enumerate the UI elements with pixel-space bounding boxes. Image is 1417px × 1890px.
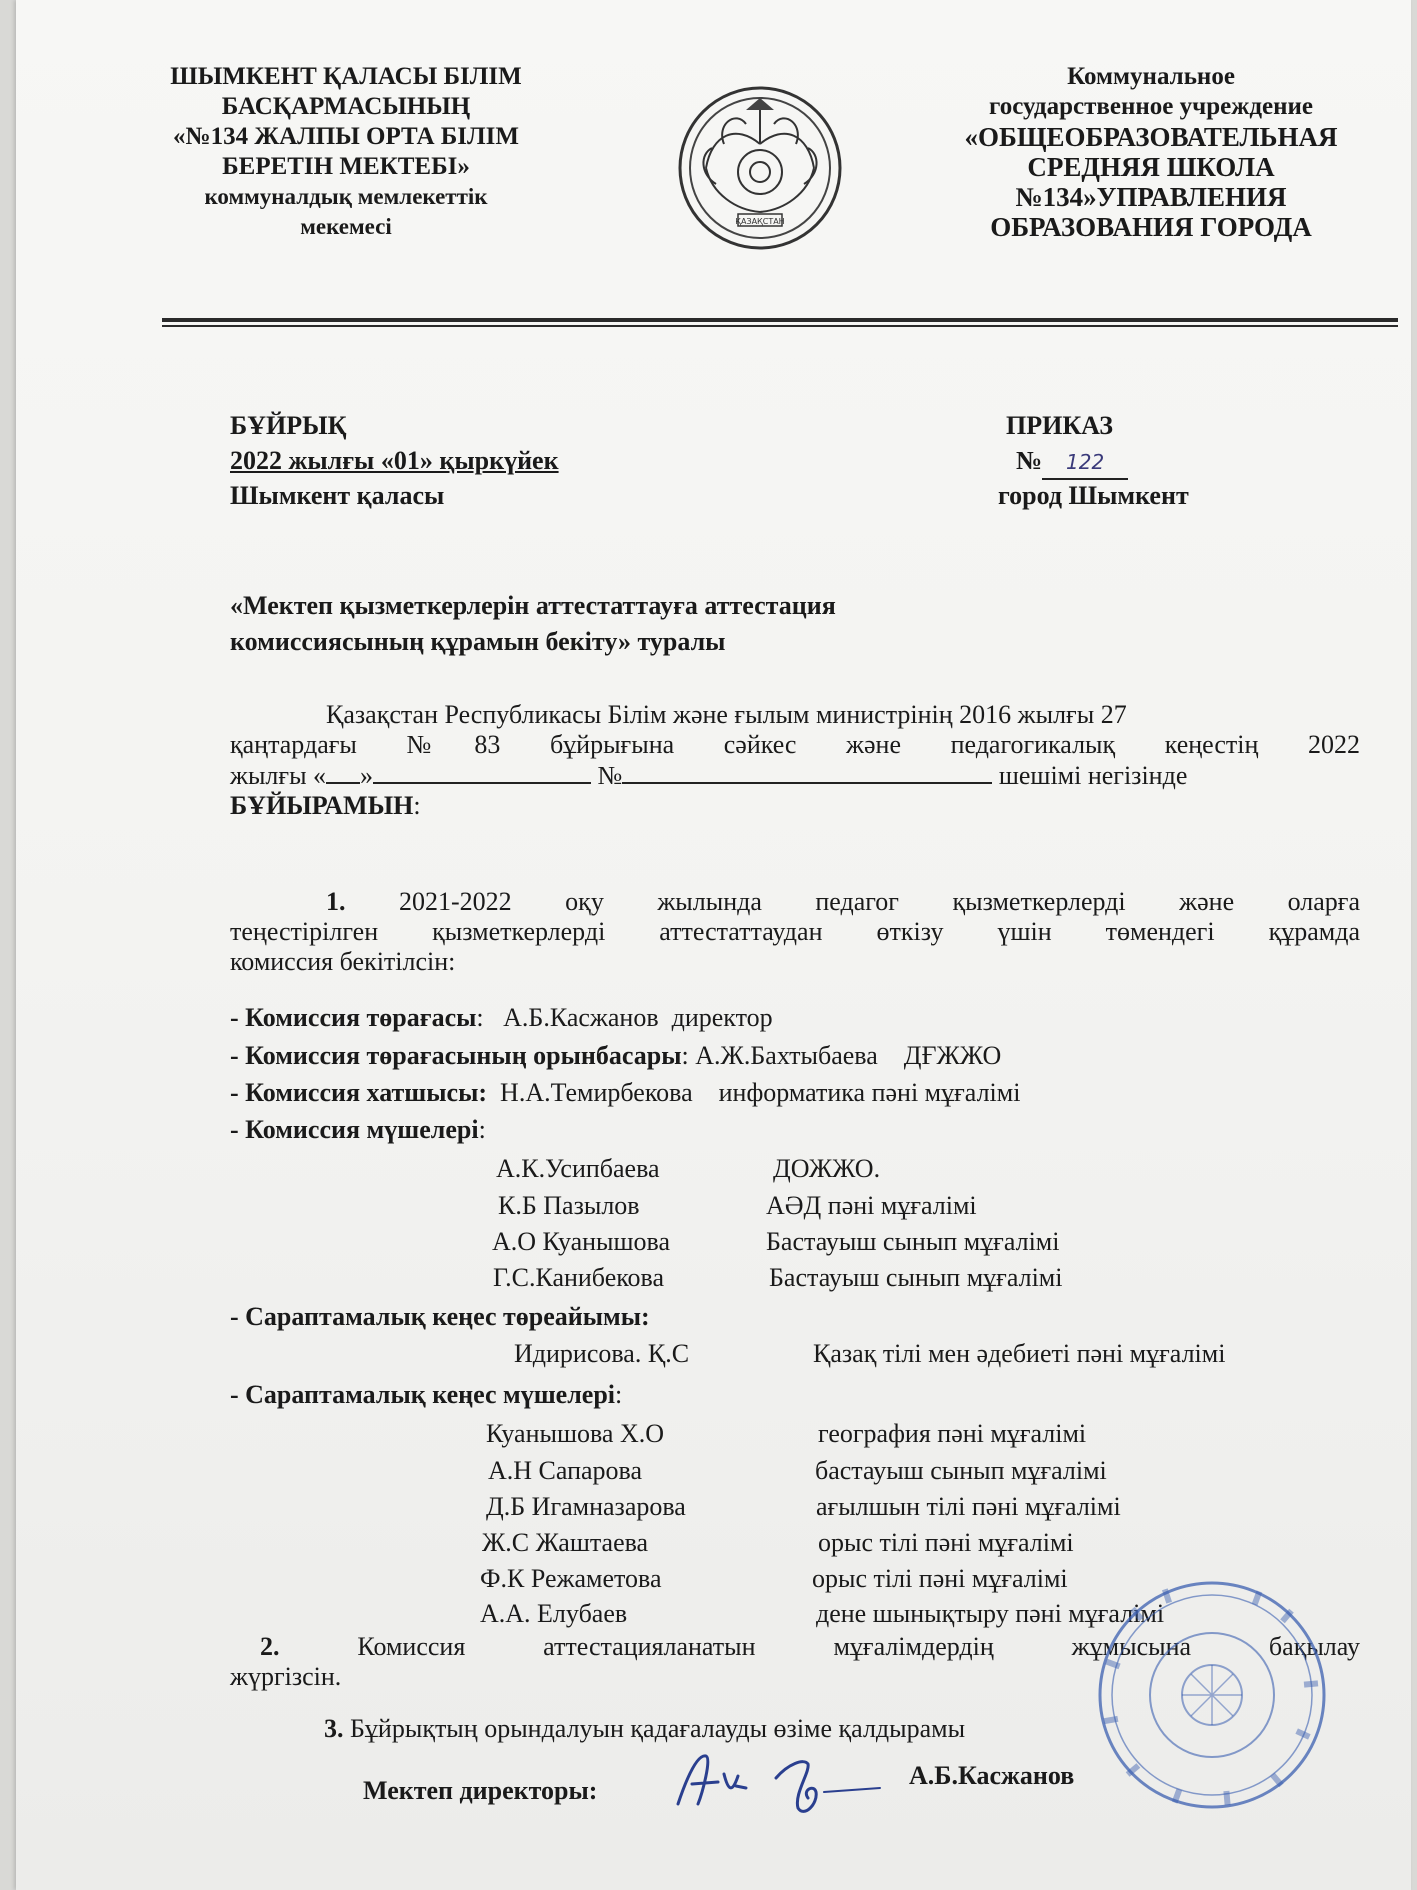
order-subject-line: «Мектеп қызметкерлерін аттестаттауға аттестация bbox=[230, 591, 836, 620]
preamble-text: жылғы « bbox=[230, 761, 327, 790]
expert-members-heading bbox=[230, 1379, 622, 1410]
signature-title: Мектеп директоры: bbox=[363, 1776, 598, 1805]
expert-members-label: - Сараптамалық кеңес мүшелері bbox=[230, 1380, 616, 1409]
decree-colon: : bbox=[413, 791, 421, 820]
header-ru-line: «ОБЩЕОБРАЗОВАТЕЛЬНАЯ bbox=[964, 122, 1338, 152]
header-kz-line: ШЫМКЕНТ ҚАЛАСЫ БІЛІМ bbox=[170, 63, 522, 90]
expert-head-name: Идирисова. Қ.С bbox=[514, 1339, 690, 1368]
commission-member-name: Г.С.Канибекова bbox=[493, 1263, 665, 1292]
blank-field bbox=[373, 760, 591, 784]
expert-member-name: Д.Б Игамназарова bbox=[486, 1492, 686, 1521]
expert-head-role: Қазақ тілі мен әдебиеті пәні мұғалімі bbox=[813, 1339, 1226, 1368]
item-number: 1. bbox=[326, 887, 346, 916]
item-2-line: жүргізсін. bbox=[230, 1662, 342, 1691]
item-1-line bbox=[230, 887, 1360, 917]
item-text: Комиссия аттестацияланатын мұғалімдердің жұмысына бақылау bbox=[357, 1632, 1360, 1661]
expert-member-role: бастауыш сынып мұғалімі bbox=[815, 1456, 1107, 1485]
preamble-line bbox=[230, 791, 1360, 821]
item-1-line: комиссия бекітілсін: bbox=[230, 947, 456, 976]
header-divider bbox=[162, 318, 1398, 322]
commission-member-role: АӘД пәні мұғалімі bbox=[766, 1191, 977, 1220]
commission-secretary-value: Н.А.Темирбекова информатика пәні мұғалімі bbox=[487, 1078, 1021, 1107]
preamble-text: № bbox=[591, 761, 623, 790]
svg-text:ҚАЗАҚСТАН: ҚАЗАҚСТАН bbox=[735, 217, 785, 226]
expert-member-name: Куанышова Х.О bbox=[486, 1419, 665, 1448]
expert-member-role: орыс тілі пәні мұғалімі bbox=[812, 1564, 1068, 1593]
order-ru-number bbox=[1016, 445, 1128, 480]
expert-member-role: дене шынықтыру пәні мұғалімі bbox=[816, 1599, 1165, 1628]
commission-member-role: Бастауыш сынып мұғалімі bbox=[769, 1263, 1063, 1292]
expert-member-name: А.А. Елубаев bbox=[480, 1599, 628, 1628]
expert-member-role: орыс тілі пәні мұғалімі bbox=[818, 1528, 1074, 1557]
blank-field bbox=[326, 760, 360, 784]
blank-field bbox=[622, 760, 992, 784]
header-kz-line: коммуналдық мемлекеттік bbox=[204, 184, 488, 209]
header-kz-line: БЕРЕТІН МЕКТЕБІ» bbox=[222, 153, 470, 180]
commission-member-name: А.О Куанышова bbox=[492, 1227, 671, 1256]
commission-members-heading bbox=[230, 1114, 486, 1145]
header-ru-line: СРЕДНЯЯ ШКОЛА bbox=[1027, 152, 1275, 182]
commission-deputy-label: - Комиссия төрағасының орынбасары bbox=[230, 1041, 682, 1070]
item-number: 3. bbox=[324, 1714, 344, 1743]
expert-member-name: Ф.К Режаметова bbox=[480, 1564, 662, 1593]
commission-chair-value: : А.Б.Касжанов директор bbox=[476, 1003, 773, 1032]
order-ru-number-label: № bbox=[1016, 446, 1043, 475]
commission-deputy-value: : А.Ж.Бахтыбаева ДҒЖЖО bbox=[681, 1041, 1002, 1070]
preamble bbox=[230, 700, 1360, 821]
order-ru-title: ПРИКАЗ bbox=[1006, 411, 1114, 440]
commission-chair bbox=[230, 1002, 773, 1033]
order-subject-line: комиссиясының құрамын бекіту» туралы bbox=[230, 627, 726, 656]
header-kz bbox=[146, 62, 546, 242]
expert-member-role: география пәні мұғалімі bbox=[818, 1419, 1087, 1448]
signature-name: А.Б.Касжанов bbox=[909, 1761, 1075, 1790]
header-divider-thin bbox=[162, 325, 1398, 327]
commission-member-role: ДОЖЖО. bbox=[773, 1154, 881, 1183]
header-kz-line: «№134 ЖАЛПЫ ОРТА БІЛІМ bbox=[173, 123, 519, 150]
order-kz-city: Шымкент қаласы bbox=[230, 481, 445, 510]
handwritten-signature-icon bbox=[658, 1734, 888, 1824]
decree-word: БҰЙЫРАМЫН bbox=[230, 791, 414, 820]
commission-member-name: К.Б Пазылов bbox=[498, 1191, 640, 1220]
item-1-line: теңестірілген қызметкерлерді аттестаттаудан өткізу үшін төмендегі құрамда bbox=[230, 917, 1360, 946]
preamble-text: шешімі негізінде bbox=[992, 761, 1188, 790]
commission-chair-label: - Комиссия төрағасы bbox=[230, 1003, 477, 1032]
order-kz-date: 2022 жылғы «01» қыркүйек bbox=[230, 446, 559, 475]
item-1 bbox=[230, 887, 1360, 977]
expert-member-name: Ж.С Жаштаева bbox=[482, 1528, 649, 1557]
item-text: Бұйрықтың орындалуын қадағалауды өзіме қалдырамы bbox=[343, 1714, 966, 1743]
commission-member-name: А.К.Усипбаева bbox=[496, 1154, 660, 1183]
header-ru-line: Коммунальное bbox=[1067, 63, 1235, 90]
expert-member-role: ағылшын тілі пәні мұғалімі bbox=[816, 1492, 1121, 1521]
document-page bbox=[16, 0, 1411, 1890]
commission-members-label: - Комиссия мүшелері bbox=[230, 1115, 479, 1144]
order-kz-title: БҰЙРЫҚ bbox=[230, 411, 347, 440]
expert-head-label: - Сараптамалық кеңес төреайымы: bbox=[230, 1302, 650, 1331]
header-ru-line: №134»УПРАВЛЕНИЯ bbox=[1015, 182, 1287, 212]
header-ru-line: государственное учреждение bbox=[989, 93, 1313, 120]
item-number: 2. bbox=[260, 1632, 280, 1661]
preamble-line bbox=[230, 760, 1360, 791]
state-emblem-icon bbox=[676, 84, 844, 252]
expert-member-name: А.Н Сапарова bbox=[488, 1456, 643, 1485]
preamble-line: қаңтардағы №83 бұйрығына сәйкес және педагогикалық кеңестің 2022 bbox=[230, 730, 1360, 759]
commission-secretary bbox=[230, 1077, 1020, 1108]
commission-secretary-label: - Комиссия хатшысы: bbox=[230, 1078, 488, 1107]
preamble-line: Қазақстан Республикасы Білім және ғылым министрінің 2016 жылғы 27 bbox=[326, 700, 1127, 729]
order-ru-number-value: 122 bbox=[1042, 447, 1128, 480]
expert-members-colon: : bbox=[615, 1380, 623, 1409]
official-seal-icon bbox=[1094, 1577, 1330, 1813]
commission-deputy bbox=[230, 1040, 1001, 1071]
header-kz-line: БАСҚАРМАСЫНЫҢ bbox=[221, 93, 471, 120]
item-text: 2021-2022 оқу жылында педагог қызметкерлерді және оларға bbox=[399, 887, 1360, 916]
header-ru-line: ОБРАЗОВАНИЯ ГОРОДА bbox=[990, 212, 1312, 242]
order-ru-city: город Шымкент bbox=[998, 481, 1189, 510]
commission-member-role: Бастауыш сынып мұғалімі bbox=[766, 1227, 1060, 1256]
preamble-text: » bbox=[360, 761, 374, 790]
header-kz-line: мекемесі bbox=[300, 214, 392, 239]
commission-members-colon: : bbox=[478, 1115, 486, 1144]
header-ru bbox=[916, 62, 1386, 242]
